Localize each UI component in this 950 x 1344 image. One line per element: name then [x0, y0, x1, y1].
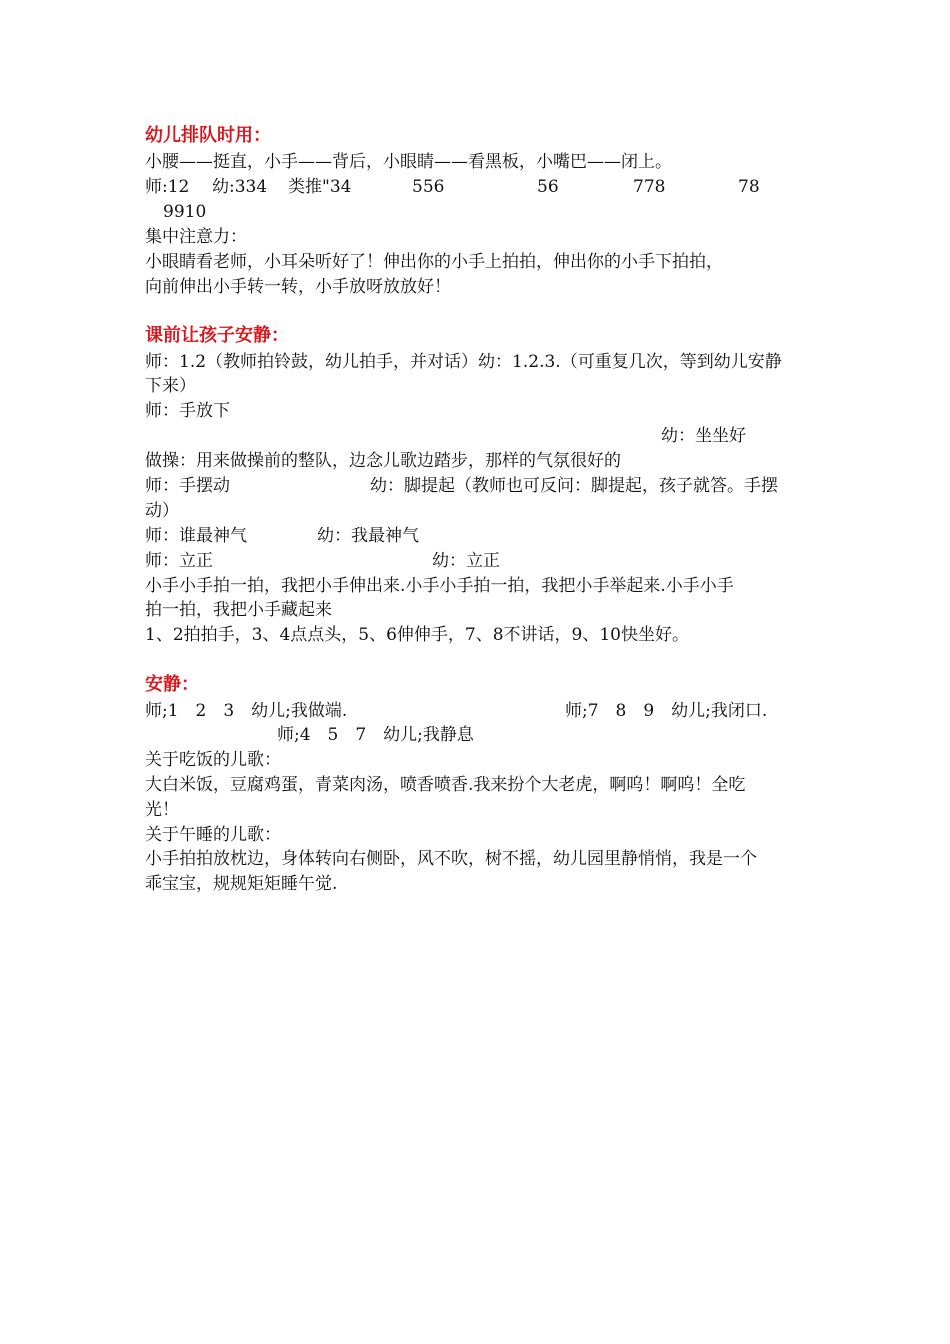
count-item: 556	[412, 177, 445, 197]
text-line: 师：手摆动	[145, 476, 230, 496]
text-line: 幼：立正	[432, 551, 500, 571]
text-line: 1、2拍拍手，3、4点点头，5、6伸伸手，7、8不讲话，9、10快坐好。	[145, 625, 689, 645]
subheading-nap-song: 关于午睡的儿歌：	[145, 825, 281, 845]
count-item: 56	[537, 177, 559, 197]
text-line: 师：立正	[145, 551, 213, 571]
text-line: 小眼睛看老师，小耳朵听好了！伸出你的小手上拍拍，伸出你的小手下拍拍，	[145, 252, 723, 272]
count-item: 778	[633, 177, 666, 197]
text-line: 师;4 5 7 幼儿;我静息	[277, 725, 474, 745]
count-item: 幼:334	[212, 177, 268, 197]
subheading-meal-song: 关于吃饭的儿歌：	[145, 750, 281, 770]
text-line: 幼：坐坐好	[661, 426, 746, 446]
text-line: 师：手放下	[145, 401, 230, 421]
text-line: 向前伸出小手转一转，小手放呀放放好！	[145, 277, 451, 297]
text-line: 光！	[145, 800, 179, 820]
text-line: 小手拍拍放枕边，身体转向右侧卧，风不吹，树不摇，幼儿园里静悄悄，我是一个	[145, 849, 757, 869]
text-line: 下来）	[145, 376, 196, 396]
text-line: 乖宝宝，规规矩矩睡午觉.	[145, 874, 338, 894]
text-line: 大白米饭，豆腐鸡蛋，青菜肉汤，喷香喷香.我来扮个大老虎，啊呜！啊呜！全吃	[145, 775, 746, 795]
text-line: 师;1 2 3 幼儿;我做端.	[145, 701, 348, 721]
text-line: 做操：用来做操前的整队，边念儿歌边踏步，那样的气氛很好的	[145, 451, 621, 471]
text-line: 小腰——挺直，小手——背后，小眼睛——看黑板，小嘴巴——闭上。	[145, 152, 672, 172]
count-item: 类推"34	[288, 177, 352, 197]
text-line: 小手小手拍一拍，我把小手伸出来.小手小手拍一拍，我把小手举起来.小手小手	[145, 576, 734, 596]
text-line: 师：谁最神气	[145, 526, 247, 546]
count-tail: 9910	[163, 202, 207, 222]
text-line: 师;7 8 9 幼儿;我闭口.	[565, 701, 768, 721]
text-line: 幼：我最神气	[317, 526, 419, 546]
section-heading-queue: 幼儿排队时用：	[145, 125, 271, 146]
section-heading-quiet-class: 课前让孩子安静：	[145, 325, 289, 346]
text-line: 幼：脚提起（教师也可反问：脚提起，孩子就答。手摆	[370, 476, 778, 496]
count-item: 78	[738, 177, 760, 197]
text-line: 动）	[145, 501, 179, 521]
count-row	[0, 175, 950, 199]
text-line: 拍一拍，我把小手藏起来	[145, 600, 332, 620]
section-heading-quiet: 安静：	[145, 674, 199, 695]
text-line: 师：1.2（教师拍铃鼓，幼儿拍手，并对话）幼：1.2.3.（可重复几次，等到幼儿安静	[145, 352, 782, 372]
subheading-attention: 集中注意力：	[145, 227, 247, 247]
count-item: 师:12	[145, 177, 190, 197]
